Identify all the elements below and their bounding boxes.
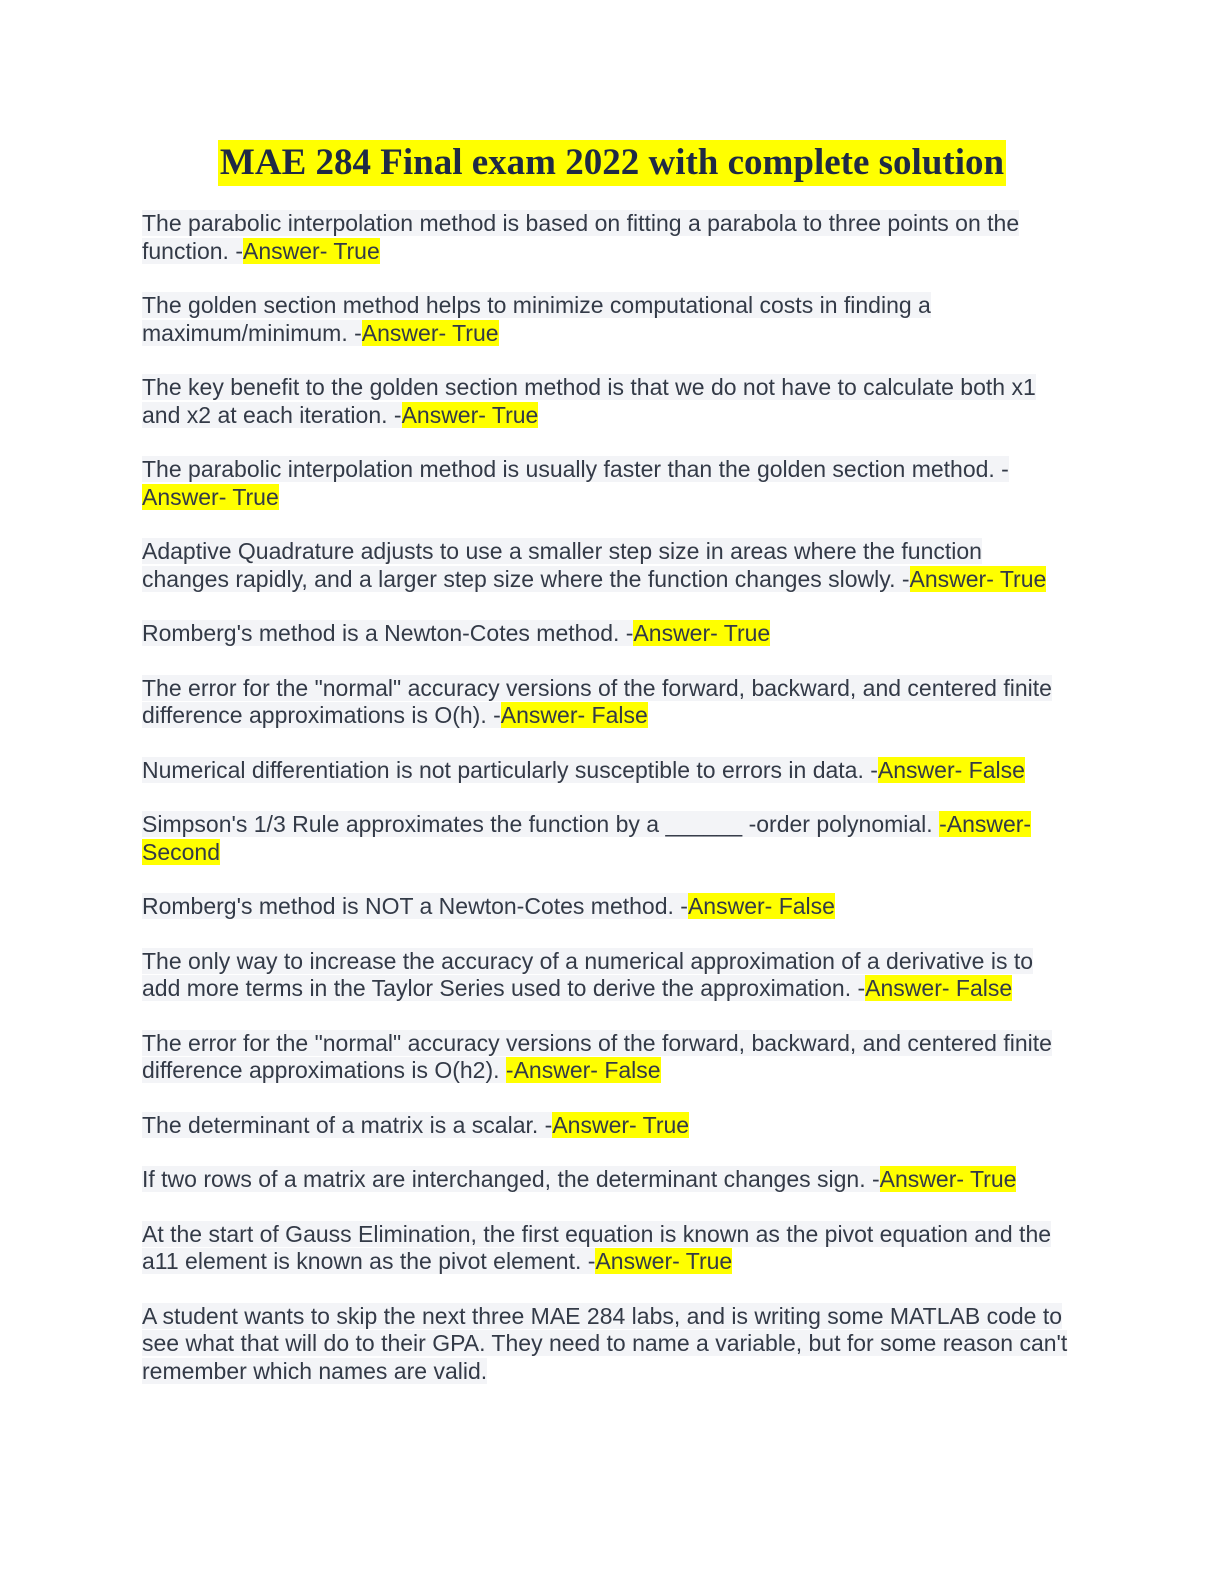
question-item [142, 1221, 1072, 1276]
answer-highlight: Answer- True [401, 401, 539, 428]
question-text: The error for the "normal" accuracy versions of the forward, backward, and centered finite difference approximations is O(h2). [142, 1029, 1052, 1083]
question-item [142, 811, 1072, 866]
question-item [142, 675, 1072, 730]
answer-highlight: Answer- False [877, 756, 1025, 783]
question-text: A student wants to skip the next three MAE 284 labs, and is writing some MATLAB code to see what that will do to their GPA. They need to name a variable, but for some reason can't remember which names are valid. [142, 1302, 1068, 1384]
question-item [142, 374, 1072, 429]
question-text: If two rows of a matrix are interchanged, the determinant changes sign. - [142, 1166, 880, 1192]
question-text: The parabolic interpolation method is based on fitting a parabola to three points on the function. - [142, 210, 1020, 264]
question-text: Romberg's method is NOT a Newton-Cotes method. - [142, 893, 688, 919]
question-text: At the start of Gauss Elimination, the first equation is known as the pivot equation and the a11 element is known as the pivot element. - [142, 1220, 1052, 1274]
question-text: The key benefit to the golden section method is that we do not have to calculate both x1 and x2 at each iteration. - [142, 374, 1036, 428]
question-text: The error for the "normal" accuracy versions of the forward, backward, and centered finite difference approximations is O(h). - [142, 674, 1052, 728]
question-text: The determinant of a matrix is a scalar. - [142, 1111, 553, 1138]
answer-highlight: -Answer- False [505, 1057, 661, 1083]
question-item [142, 757, 1072, 785]
question-text: Numerical differentiation is not particularly susceptible to errors in data. - [142, 756, 878, 783]
question-text: The golden section method helps to minimize computational costs in finding a maximum/minimum. - [142, 292, 931, 346]
question-item [142, 1112, 1072, 1140]
answer-highlight: Answer- True [595, 1248, 733, 1274]
question-item [142, 292, 1072, 347]
question-item [142, 538, 1072, 593]
answer-highlight: Answer- False [687, 893, 835, 919]
question-item [142, 456, 1072, 511]
answer-highlight: Answer- False [500, 702, 648, 728]
question-list [142, 210, 1072, 1412]
question-text: The parabolic interpolation method is usually faster than the golden section method. - [142, 456, 1009, 482]
question-text: Adaptive Quadrature adjusts to use a smaller step size in areas where the function changes rapidly, and a larger step size where the function changes slowly. - [142, 538, 982, 592]
question-item [142, 893, 1072, 921]
title-block [0, 140, 1224, 186]
answer-highlight: Answer- True [361, 319, 499, 346]
question-item [142, 1166, 1072, 1194]
question-text: Simpson's 1/3 Rule approximates the function by a ______ -order polynomial. [142, 811, 940, 837]
answer-highlight: Answer- True [142, 483, 279, 510]
answer-highlight: -Answer- Second [142, 811, 1032, 865]
answer-highlight: Answer- True [243, 237, 380, 264]
document-title: MAE 284 Final exam 2022 with complete solution [218, 140, 1006, 186]
answer-highlight: Answer- False [865, 975, 1013, 1001]
question-text: The only way to increase the accuracy of a numerical approximation of a derivative is to add more terms in the Taylor Series used to derive the approximation. - [142, 947, 1034, 1001]
answer-highlight: Answer- True [909, 565, 1047, 592]
answer-highlight: Answer- True [552, 1111, 690, 1138]
question-item [142, 1303, 1072, 1386]
answer-highlight: Answer- True [633, 620, 771, 646]
question-item [142, 1030, 1072, 1085]
question-item [142, 210, 1072, 265]
answer-highlight: Answer- True [879, 1166, 1017, 1192]
question-item [142, 620, 1072, 648]
question-text: Romberg's method is a Newton-Cotes method. - [142, 620, 634, 646]
question-item [142, 948, 1072, 1003]
